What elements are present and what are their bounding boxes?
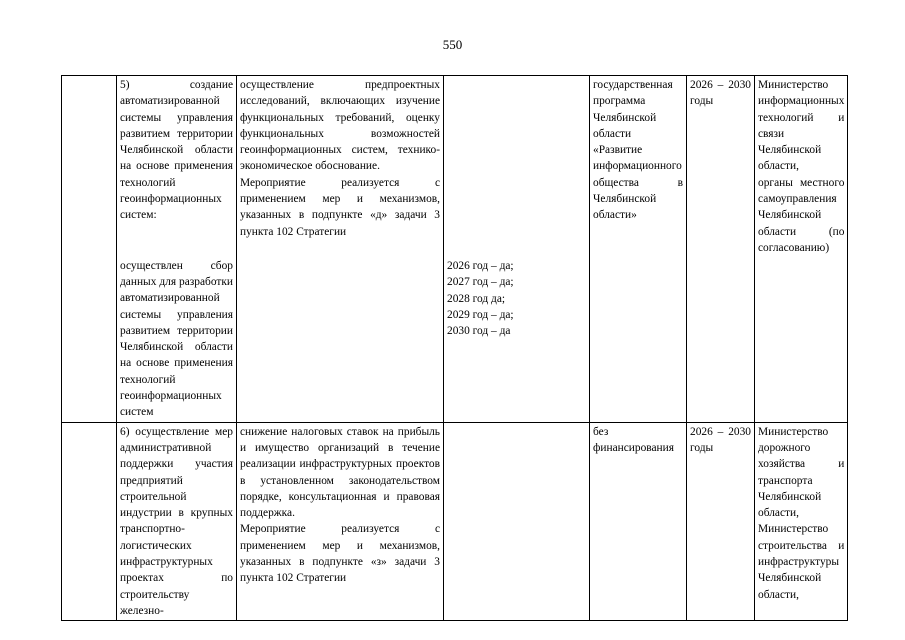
mechanism-note: Мероприятие реализуется с применением мер и механизмов, указанных в подпункте «з» задачи 3 пункта 102 Стратегии bbox=[240, 523, 440, 585]
funding-source: без финансирования bbox=[593, 425, 674, 454]
period-cell bbox=[687, 422, 755, 621]
funding-source: государственная программа Челябинской области «Развитие информационного общества в Челябинской области» bbox=[593, 79, 683, 222]
task-text: 5) создание автоматизированной системы управления развитием территории Челябинской области на основе применения технологий геоинформационных систем: bbox=[120, 79, 233, 222]
indicator-cell bbox=[444, 422, 590, 621]
executor-text: Министерство информационных технологий и связи Челябинской области, органы местного самоуправления Челябинской области (по согласованию) bbox=[758, 79, 845, 254]
period-cell bbox=[687, 76, 755, 423]
period-text: 2026 – 2030 годы bbox=[690, 79, 751, 108]
indicator-values: 2026 год – да; 2027 год – да; 2028 год да; 2029 год – да; 2030 год – да bbox=[447, 260, 514, 338]
mechanism-cell bbox=[237, 422, 444, 621]
mechanism-note: Мероприятие реализуется с применением мер и механизмов, указанных в подпункте «д» задачи 3 пункта 102 Стратегии bbox=[240, 176, 440, 238]
funding-cell bbox=[590, 76, 687, 423]
funding-cell bbox=[590, 422, 687, 621]
table-row bbox=[62, 76, 848, 423]
task-text: 6) осуществление мер административной поддержки участия предприятий строительной индустрии в крупных транспортно-логистических инфраструктурных проектах по строительству железно- bbox=[120, 425, 233, 617]
mechanism-text: снижение налоговых ставок на прибыль и имущество организаций в течение реализации инфраструктурных проектов в установленном законодательством порядке, консультационная и правовая поддержка. bbox=[240, 425, 440, 520]
mechanism-cell bbox=[237, 76, 444, 423]
task-cell bbox=[117, 76, 237, 423]
task-result: осуществлен сбор данных для разработки автоматизированной системы управления развитием территории Челябинской области на основе применения технологий геоинформационных систем bbox=[120, 259, 233, 419]
number-cell bbox=[62, 422, 117, 621]
mechanism-text: осуществление предпроектных исследований, включающих изучение функциональных требований, оценку функциональных возможностей геоинформационных систем, технико-экономическое обоснование. bbox=[240, 79, 440, 173]
executor-text: Министерство дорожного хозяйства и транспорта Челябинской области, Министерство строительства и инфраструктуры Челябинской области, bbox=[758, 425, 845, 601]
number-cell bbox=[62, 76, 117, 423]
task-cell bbox=[117, 422, 237, 621]
strategy-table bbox=[61, 75, 848, 621]
indicator-cell bbox=[444, 76, 590, 423]
period-text: 2026 – 2030 годы bbox=[690, 425, 751, 454]
page-number: 550 bbox=[442, 37, 463, 52]
executor-cell bbox=[755, 422, 848, 621]
executor-cell bbox=[755, 76, 848, 423]
table-row bbox=[62, 422, 848, 621]
